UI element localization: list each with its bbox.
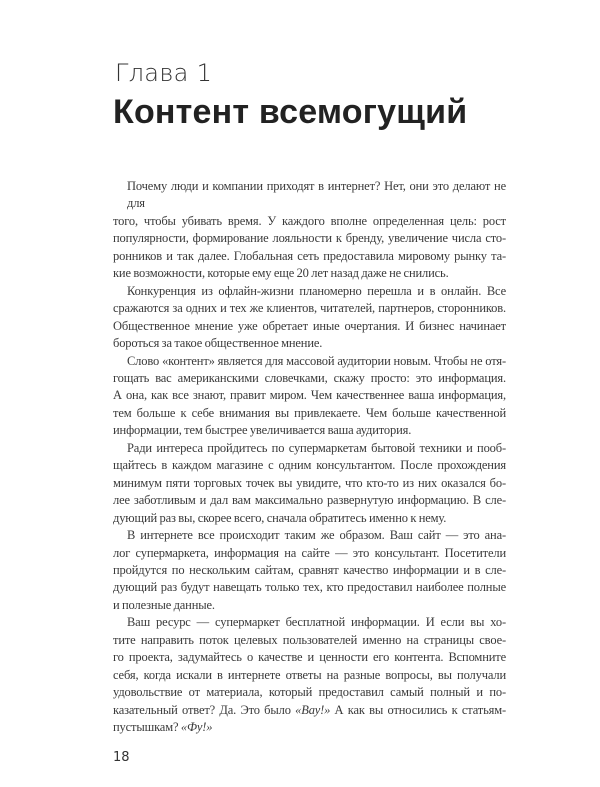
text-line: тите направить поток целевых пользователей именно на страницы свое- [113,632,506,647]
text-line: информации, тем быстрее увеличивается ваша аудитория. [113,423,412,438]
paragraph [113,178,506,283]
paragraph [113,353,506,440]
paragraph [113,440,506,527]
text-line: дующий раз вы, скорее всего, сначала обратитесь именно к нему. [113,510,447,525]
text-line: ронников и так далее. Глобальная сеть предоставила мировому рынку та- [113,248,506,263]
text-line: лее заботливым и дал вам максимально развернутую информацию. В сле- [113,493,506,508]
text-line: сражаются за одних и тех же клиентов, читателей, партнеров, сторонников. [113,301,506,316]
text-line: гощать вас американскими словечками, скажу просто: это информация. [113,370,506,385]
paragraph [113,527,506,614]
text-line: Слово «контент» является для массовой аудитории новым. Чтобы не отя- [127,353,506,368]
text-line: кие возможности, которые ему еще 20 лет назад даже не снились. [113,266,449,281]
text-line: Конкуренция из офлайн-жизни планомерно перешла и в онлайн. Все [127,283,506,298]
text-line: того, чтобы убивать время. У каждого вполне определенная цель: рост [113,213,506,228]
chapter-label: Глава 1 [115,59,213,87]
text-line: щайтесь в каждом магазине с одним консультантом. После прохождения [113,458,506,473]
text-line: пройдутся по нескольким сайтам, сравнят качество информации и в сле- [113,562,506,577]
paragraph [113,283,506,353]
text-line: пустышкам? «Фу!» [113,720,213,735]
text-line: бороться за такое общественное мнение. [113,336,323,351]
text-line: казательный ответ? Да. Это было «Вау!» А как вы относились к статьям- [113,702,507,717]
text-line: себя, когда искали в интернете ответы на разные вопросы, вы получали [113,667,506,682]
chapter-title: Контент всемогущий [113,93,468,131]
text-line: го проекта, задумайтесь о качестве и ценности его контента. Вспомните [113,650,506,665]
text-line: минимум пяти торговых точек вы увидите, что кто-то из них оказался бо- [113,475,506,490]
text-line: А она, как все знают, правит миром. Чем качественнее ваша информация, [113,388,506,403]
body-text [113,178,506,737]
page-number: 18 [113,749,130,765]
text-line: и полезные данные. [113,597,215,612]
text-line: Почему люди и компании приходят в интернет? Нет, они это делают не для [127,179,506,211]
text-line: Общественное мнение уже обретает иные очертания. И бизнес начинает [113,318,506,333]
text-line: популярности, формирование лояльности к бренду, увеличение числа сто- [113,231,506,246]
paragraph [113,614,506,736]
text-line: дующий раз будут навещать только тех, кто предоставил наиболее полные [113,580,506,595]
text-line: В интернете все происходит таким же образом. Ваш сайт — это ана- [127,528,506,543]
text-line: тем больше к себе внимания вы привлекаете. Чем больше качественной [113,405,506,420]
text-line: Ради интереса пройдитесь по супермаркетам бытовой техники и пооб- [127,440,506,455]
text-line: лог супермаркета, информация на сайте — это консультант. Посетители [113,545,506,560]
text-line: удовольствие от материала, который предоставил самый полный и по- [113,685,506,700]
text-line: Ваш ресурс — супермаркет бесплатной информации. И если вы хо- [127,615,506,630]
